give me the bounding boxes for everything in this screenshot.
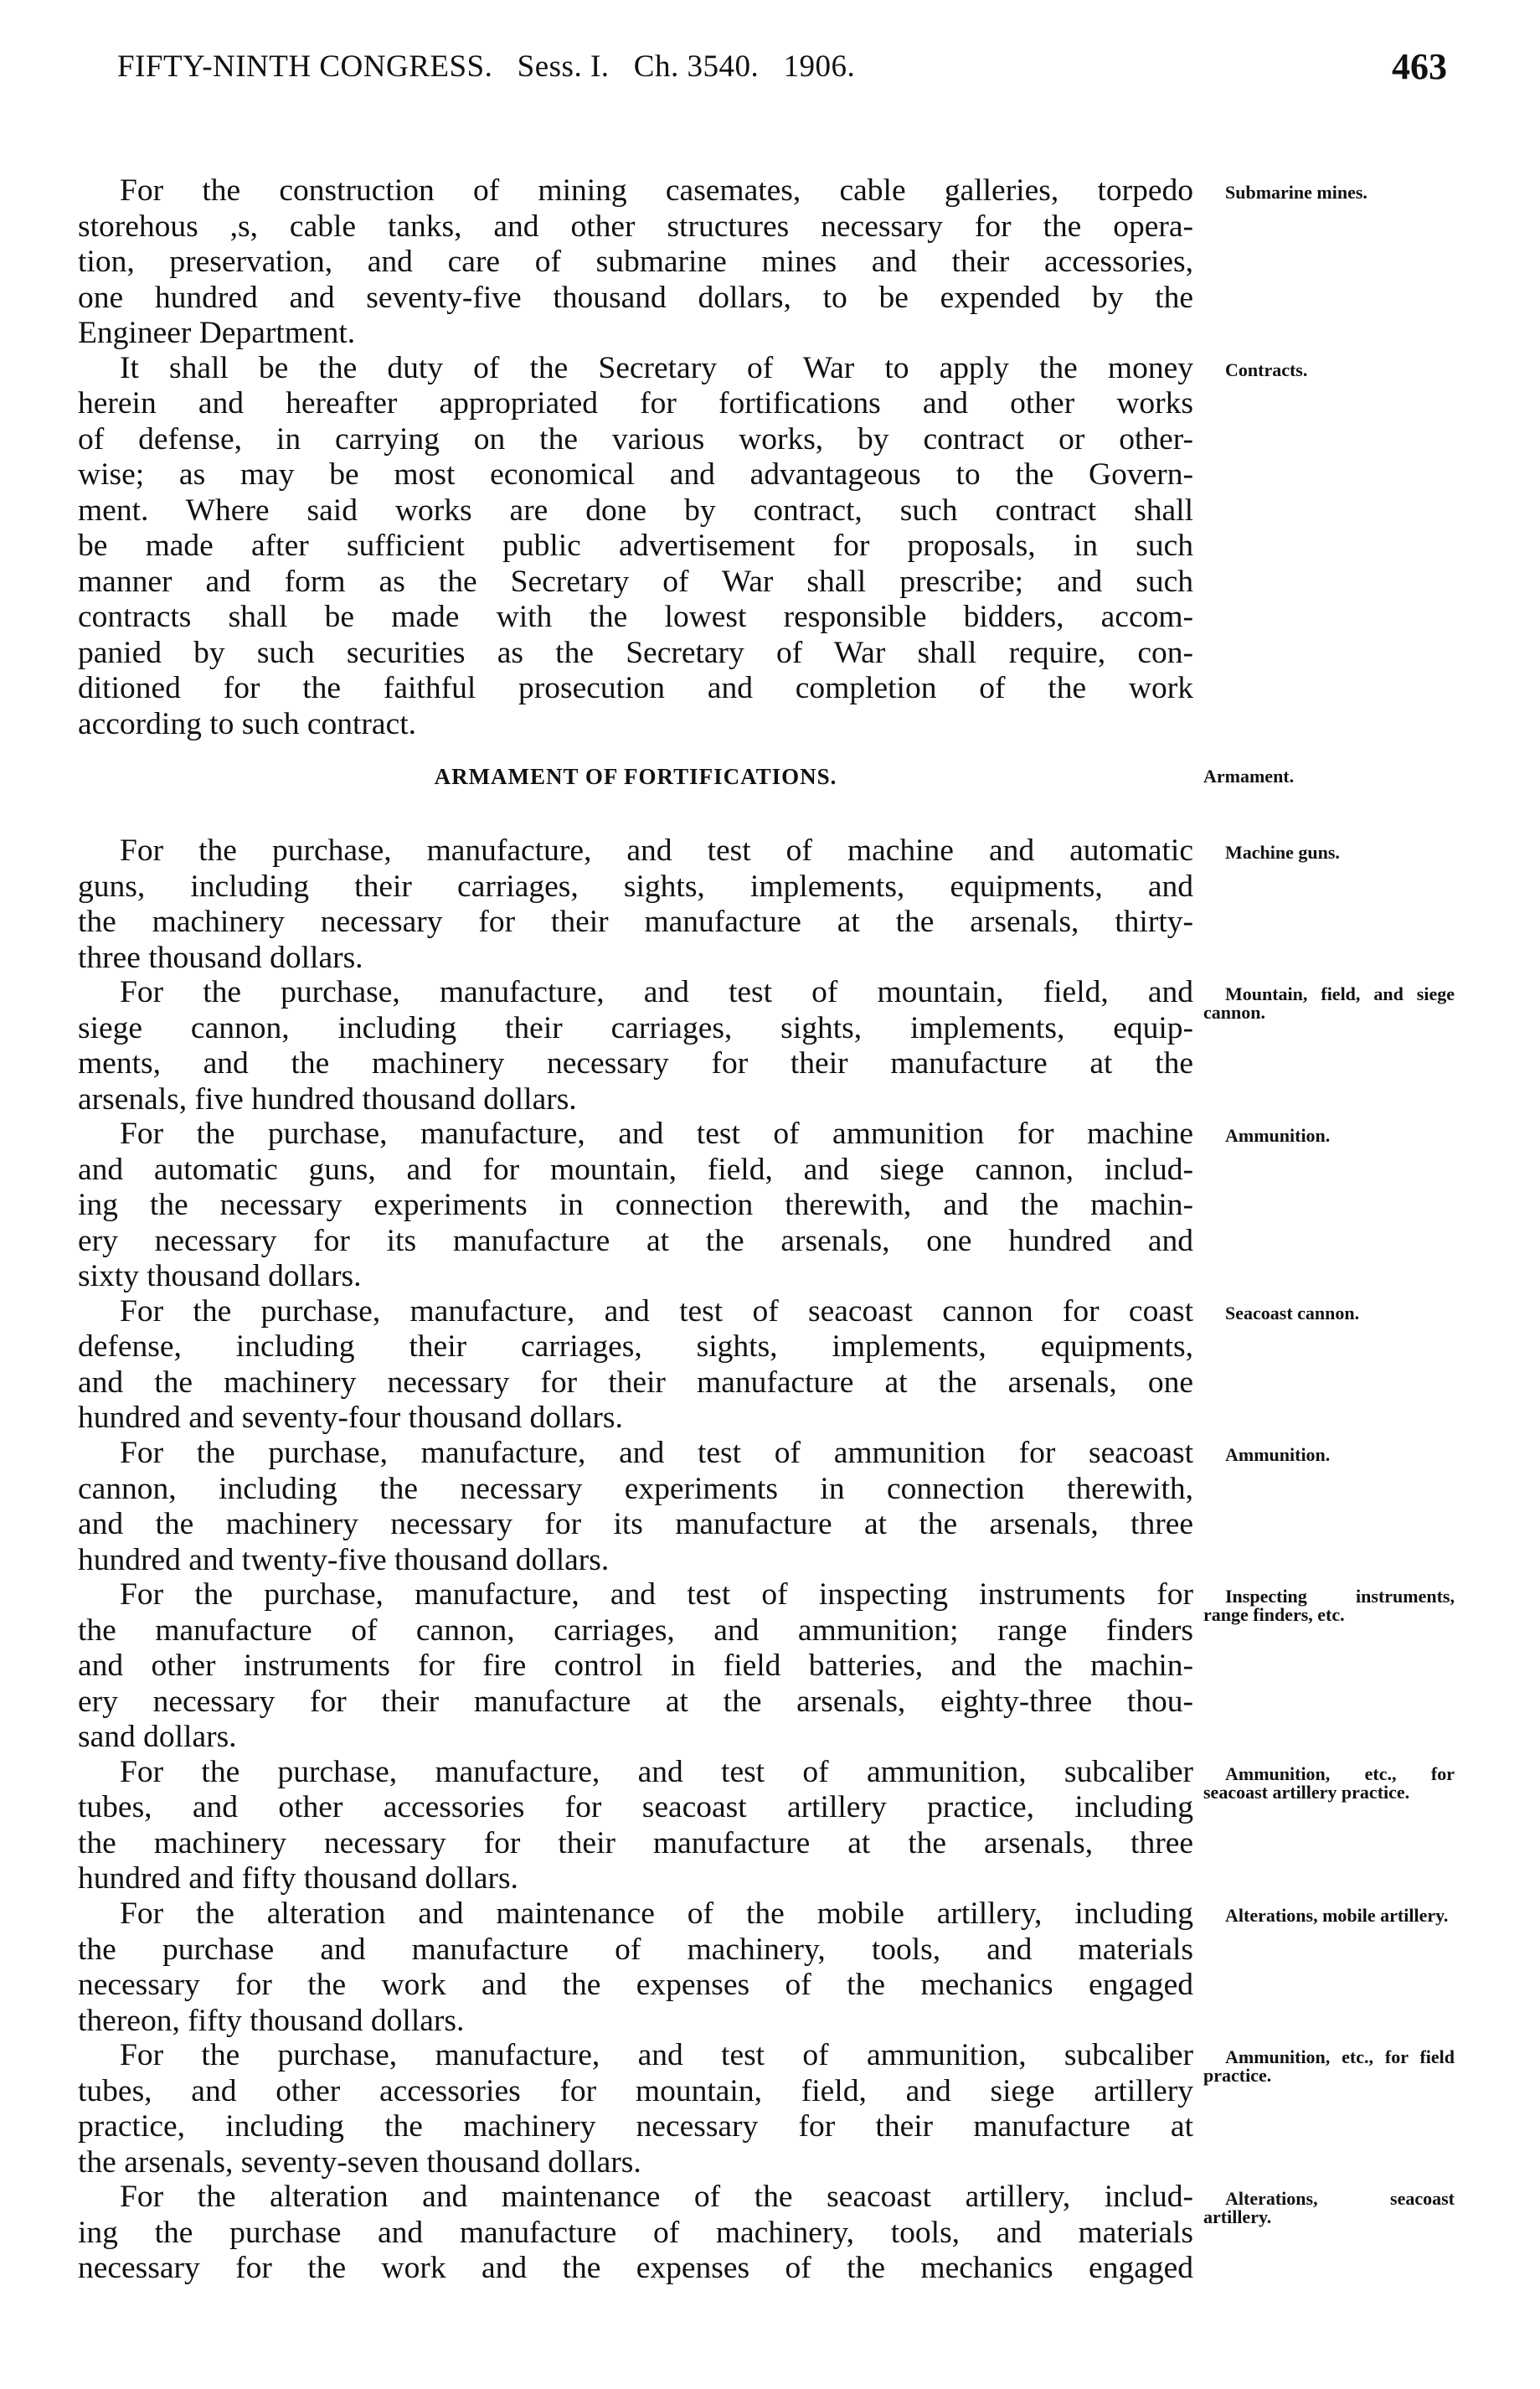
paragraph bbox=[78, 1755, 1193, 1897]
margin-note bbox=[1203, 1587, 1455, 1624]
text-line: practice, including the machinery necessary for their manufacture at bbox=[78, 2109, 1193, 2144]
text-line: one hundred and seventy-five thousand dollars, to be expended by the bbox=[78, 280, 1193, 315]
text-line: necessary for the work and the expenses of the mechanics engaged bbox=[78, 2251, 1193, 2286]
text-line: For the purchase, manufacture, and test of ammunition, subcaliber bbox=[120, 2038, 1193, 2073]
section-heading: ARMAMENT OF FORTIFICATIONS. bbox=[434, 764, 837, 789]
margin-note bbox=[1203, 1127, 1455, 1145]
text-line: Engineer Department. bbox=[78, 316, 356, 350]
congress-label: FIFTY-NINTH CONGRESS. bbox=[117, 49, 493, 84]
text-line: necessary for the work and the expenses of the mechanics engaged bbox=[78, 1968, 1193, 2002]
margin-note bbox=[1203, 1304, 1455, 1323]
text-line: For the construction of mining casemates, cable galleries, torpedo bbox=[120, 173, 1193, 208]
margin-note-text: Ammunition, etc., for seacoast artillery practice. bbox=[1203, 1762, 1455, 1803]
margin-note bbox=[1203, 1907, 1455, 1925]
running-head bbox=[117, 49, 1457, 90]
text-line: It shall be the duty of the Secretary of War to apply the money bbox=[120, 350, 1193, 385]
text-line: contracts shall be made with the lowest responsible bidders, accom- bbox=[78, 600, 1193, 634]
text-line: and automatic guns, and for mountain, field, and siege cannon, includ- bbox=[78, 1152, 1193, 1187]
paragraph bbox=[78, 2038, 1193, 2180]
text-line: defense, including their carriages, sights, implements, equipments, bbox=[78, 1329, 1193, 1365]
text-line: For the purchase, manufacture, and test of seacoast cannon for coast bbox=[120, 1293, 1193, 1329]
text-line: ery necessary for its manufacture at the arsenals, one hundred and bbox=[78, 1223, 1193, 1258]
paragraph bbox=[78, 1896, 1193, 2039]
text-line: cannon, including the necessary experiments in connection therewith, bbox=[78, 1471, 1193, 1506]
text-line: storehous ,s, cable tanks, and other structures necessary for the opera- bbox=[78, 209, 1193, 244]
text-line: For the purchase, manufacture, and test of mountain, field, and bbox=[120, 975, 1193, 1010]
margin-note bbox=[1203, 2048, 1455, 2085]
text-line: For the purchase, manufacture, and test of inspecting instruments for bbox=[120, 1577, 1193, 1612]
margin-note-text: Mountain, field, and siege cannon. bbox=[1203, 983, 1455, 1024]
margin-note bbox=[1203, 1446, 1455, 1464]
text-line: the machinery necessary for their manufacture at the arsenals, three bbox=[78, 1825, 1193, 1860]
running-head-text bbox=[117, 49, 855, 85]
text-line: For the purchase, manufacture, and test of ammunition, subcaliber bbox=[120, 1754, 1193, 1789]
margin-note bbox=[1203, 985, 1455, 1022]
text-line: and the machinery necessary for their manufacture at the arsenals, one bbox=[78, 1365, 1193, 1400]
text-line: manner and form as the Secretary of War shall prescribe; and such bbox=[78, 564, 1193, 599]
margin-note: Armament. bbox=[1203, 766, 1295, 787]
margin-note bbox=[1203, 1762, 1455, 1803]
text-line: hundred and twenty-five thousand dollars. bbox=[78, 1542, 610, 1577]
text-line: For the purchase, manufacture, and test of ammunition for seacoast bbox=[120, 1436, 1193, 1471]
text-line: tubes, and other accessories for seacoast artillery practice, including bbox=[78, 1790, 1193, 1825]
text-line: be made after sufficient public advertisement for proposals, in such bbox=[78, 529, 1193, 563]
text-line: ditioned for the faithful prosecution and completion of the work bbox=[78, 671, 1193, 705]
margin-note bbox=[1203, 844, 1455, 862]
margin-note-text: Seacoast cannon. bbox=[1225, 1302, 1360, 1323]
text-line: tubes, and other accessories for mountain, field, and siege artillery bbox=[78, 2073, 1193, 2108]
text-line: For the purchase, manufacture, and test of machine and automatic bbox=[120, 833, 1193, 868]
text-line: ments, and the machinery necessary for their manufacture at the bbox=[78, 1046, 1193, 1081]
margin-note-text: Ammunition. bbox=[1225, 1125, 1331, 1147]
chapter-label: Ch. 3540. bbox=[633, 49, 760, 84]
margin-note-text: Submarine mines. bbox=[1225, 182, 1367, 203]
paragraph bbox=[78, 2180, 1193, 2287]
text-line: For the alteration and maintenance of the mobile artillery, including bbox=[120, 1896, 1193, 1931]
text-line: thereon, fifty thousand dollars. bbox=[78, 2003, 465, 2038]
paragraph bbox=[78, 351, 1193, 743]
text-line: three thousand dollars. bbox=[78, 940, 363, 975]
text-line: hundred and seventy-four thousand dollars. bbox=[78, 1401, 623, 1436]
page-number: 463 bbox=[1392, 46, 1447, 87]
margin-note-text: Ammunition, etc., for field practice. bbox=[1203, 2046, 1455, 2087]
text-line: herein and hereafter appropriated for fortifications and other works bbox=[78, 386, 1193, 421]
text-line: hundred and fifty thousand dollars. bbox=[78, 1861, 518, 1896]
margin-note-text: Alterations, mobile artillery. bbox=[1225, 1905, 1449, 1926]
text-line: wise; as may be most economical and advantageous to the Govern- bbox=[78, 457, 1193, 492]
paragraph bbox=[78, 173, 1193, 352]
text-line: and other instruments for fire control in field batteries, and the machin- bbox=[78, 1649, 1193, 1684]
text-line: sand dollars. bbox=[78, 1720, 237, 1755]
paragraph bbox=[78, 1117, 1193, 1295]
paragraph bbox=[78, 1436, 1193, 1578]
text-line: the machinery necessary for their manufacture at the arsenals, thirty- bbox=[78, 905, 1193, 939]
margin-note-text: Machine guns. bbox=[1225, 842, 1340, 863]
text-line: according to such contract. bbox=[78, 706, 417, 741]
year-label: 1906. bbox=[783, 49, 856, 84]
text-line: the arsenals, seventy-seven thousand dollars. bbox=[78, 2144, 641, 2180]
text-line: the manufacture of cannon, carriages, and ammunition; range finders bbox=[78, 1612, 1193, 1648]
text-line: For the purchase, manufacture, and test of ammunition for machine bbox=[120, 1117, 1193, 1152]
paragraph bbox=[78, 1577, 1193, 1756]
text-line: guns, including their carriages, sights, implements, equipments, and bbox=[78, 869, 1193, 904]
text-line: siege cannon, including their carriages, sights, implements, equip- bbox=[78, 1010, 1193, 1045]
margin-note-text: Contracts. bbox=[1225, 359, 1308, 380]
text-line: panied by such securities as the Secretary of War shall require, con- bbox=[78, 635, 1193, 670]
margin-note bbox=[1203, 361, 1455, 379]
text-line: arsenals, five hundred thousand dollars. bbox=[78, 1081, 577, 1117]
text-line: ment. Where said works are done by contract, such contract shall bbox=[78, 493, 1193, 528]
margin-note-text: Ammunition. bbox=[1225, 1444, 1331, 1466]
text-line: the purchase and manufacture of machinery, tools, and materials bbox=[78, 1932, 1193, 1967]
margin-note-text: Alterations, seacoast artillery. bbox=[1203, 2188, 1455, 2228]
margin-note bbox=[1203, 2190, 1455, 2226]
text-line: ery necessary for their manufacture at the arsenals, eighty-three thou- bbox=[78, 1684, 1193, 1719]
text-line: and the machinery necessary for its manufacture at the arsenals, three bbox=[78, 1507, 1193, 1542]
paragraph bbox=[78, 1294, 1193, 1437]
margin-note-text: Inspecting instruments, range finders, etc. bbox=[1203, 1586, 1455, 1626]
text-line: ing the necessary experiments in connection therewith, and the machin- bbox=[78, 1188, 1193, 1223]
margin-note bbox=[1203, 183, 1455, 202]
paragraph bbox=[78, 975, 1193, 1117]
text-line: sixty thousand dollars. bbox=[78, 1259, 362, 1294]
text-line: tion, preservation, and care of submarine mines and their accessories, bbox=[78, 245, 1193, 279]
paragraph bbox=[78, 833, 1193, 976]
session-label: Sess. I. bbox=[517, 49, 610, 84]
text-line: For the alteration and maintenance of the seacoast artillery, includ- bbox=[120, 2180, 1193, 2215]
text-line: ing the purchase and manufacture of machinery, tools, and materials bbox=[78, 2215, 1193, 2250]
text-line: of defense, in carrying on the various works, by contract or other- bbox=[78, 421, 1193, 457]
